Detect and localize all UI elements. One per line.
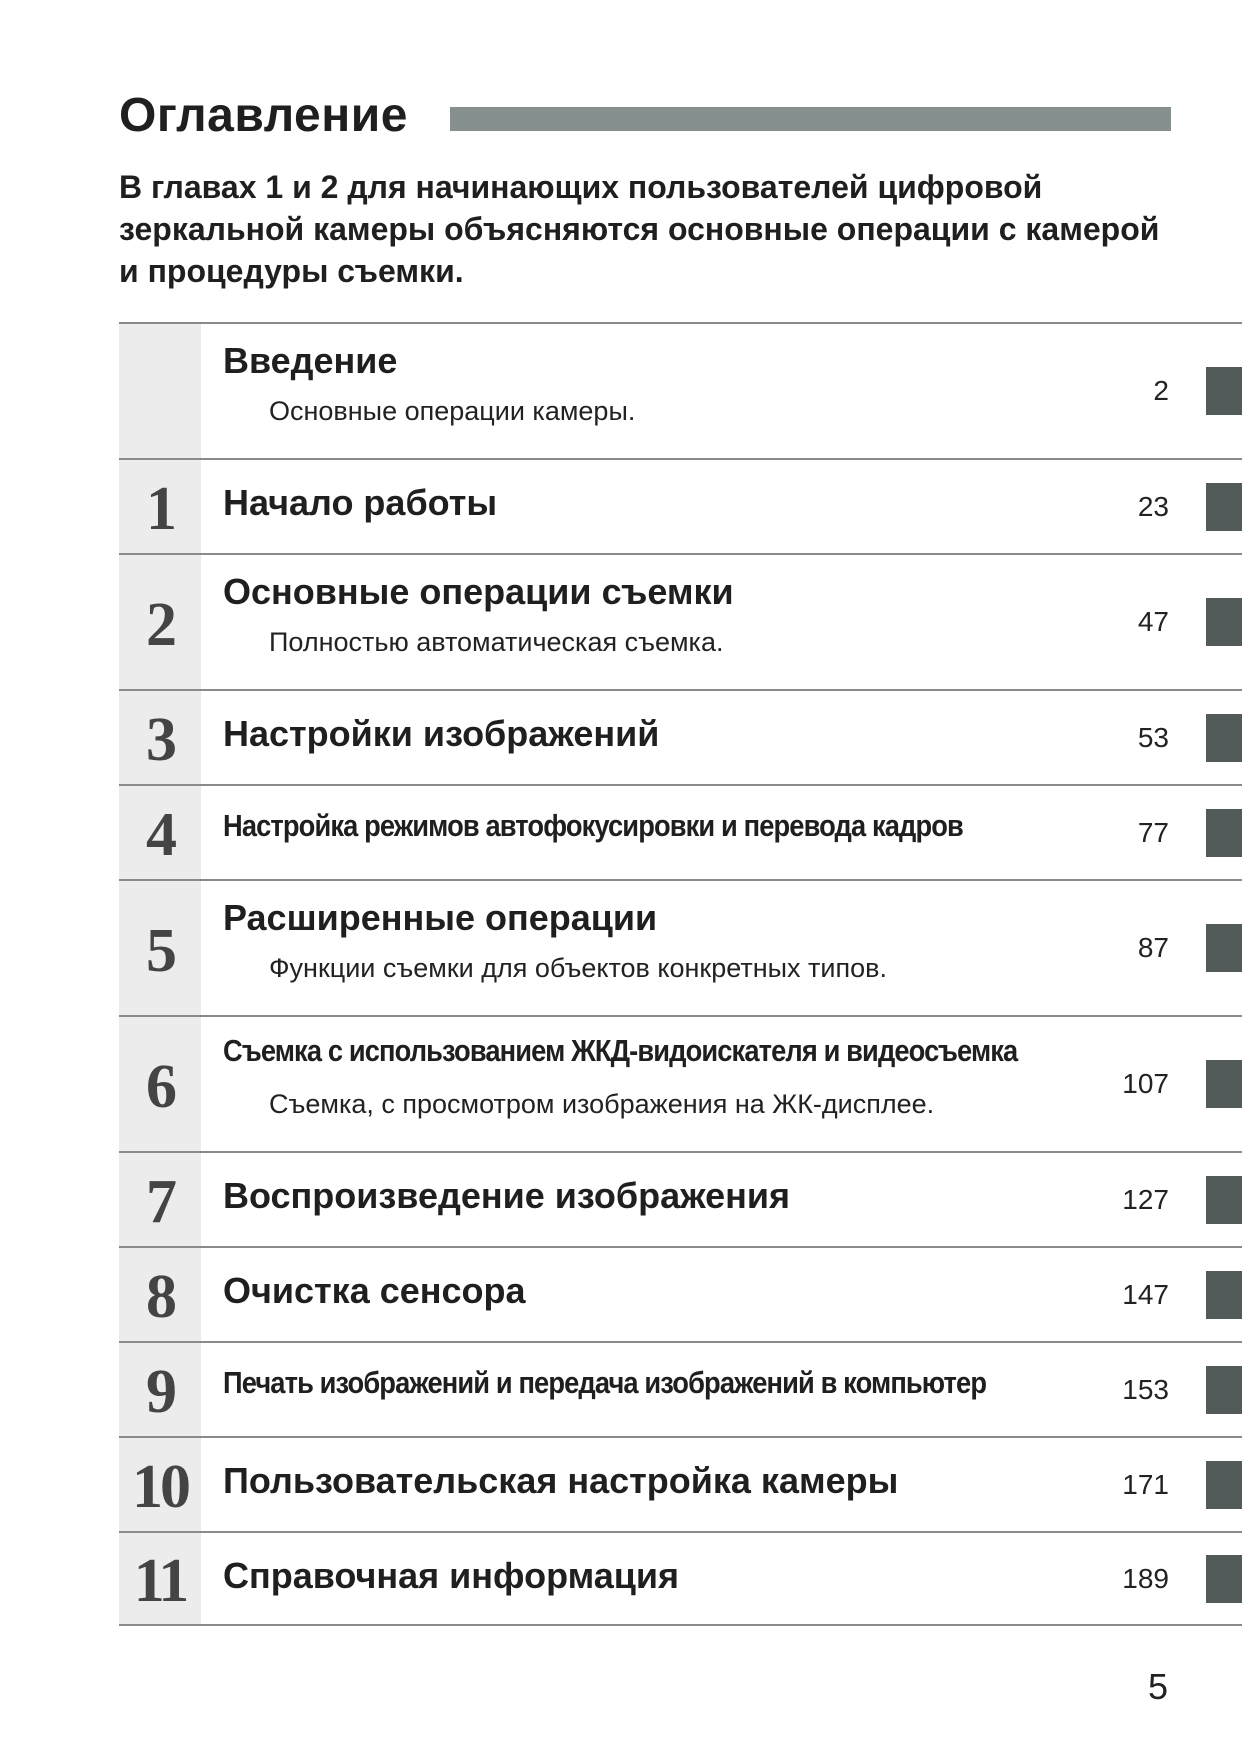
chapter-number-cell (119, 1533, 201, 1624)
chapter-number-cell (119, 1017, 201, 1151)
chapter-tab-marker (1206, 1271, 1242, 1319)
toc-row-4[interactable] (119, 784, 1242, 879)
toc-row-6[interactable] (119, 1015, 1242, 1151)
chapter-title[interactable]: Введение (223, 340, 398, 381)
chapter-number: 10 (132, 1453, 188, 1521)
chapter-tab-marker (1206, 483, 1242, 531)
chapter-number: 6 (146, 1052, 174, 1121)
toc-row-3[interactable] (119, 689, 1242, 784)
chapter-number-cell (119, 1248, 201, 1341)
toc-row-5[interactable] (119, 879, 1242, 1015)
chapter-number: 2 (146, 590, 174, 659)
page-number: 189 (1122, 1562, 1169, 1594)
chapter-number-cell (119, 555, 201, 689)
toc-row-7[interactable] (119, 1151, 1242, 1246)
page-number: 153 (1122, 1373, 1169, 1405)
chapter-number: 8 (146, 1263, 174, 1331)
toc-row-10[interactable] (119, 1436, 1242, 1531)
chapter-number: 1 (146, 475, 174, 543)
chapter-number: 11 (133, 1547, 187, 1615)
page-number: 127 (1122, 1183, 1169, 1215)
chapter-tab-marker (1206, 598, 1242, 646)
page-number: 107 (1122, 1068, 1169, 1099)
chapter-number-cell (119, 1343, 201, 1436)
toc-row-11[interactable] (119, 1531, 1242, 1626)
chapter-title[interactable]: Воспроизведение изображения (223, 1175, 791, 1216)
chapter-tab-marker (1206, 1060, 1242, 1108)
chapter-number: 7 (146, 1168, 174, 1236)
chapter-title[interactable]: Настройки изображений (223, 713, 660, 754)
page-number: 147 (1122, 1278, 1169, 1310)
page-number: 47 (1137, 606, 1169, 637)
page-number: 23 (1137, 490, 1169, 522)
chapter-number-cell (119, 460, 201, 553)
toc-row-2[interactable] (119, 553, 1242, 689)
chapter-tab-marker (1206, 924, 1242, 972)
page-number: 77 (1137, 816, 1169, 848)
chapter-title[interactable]: Настройка режимов автофокусировки и перевода кадров (223, 808, 963, 843)
chapter-tab-marker (1206, 1461, 1242, 1509)
chapter-number-cell (119, 881, 201, 1015)
chapter-title[interactable]: Пользовательская настройка камеры (223, 1460, 899, 1501)
footer-page-number: 5 (1148, 1666, 1169, 1707)
chapter-number-cell (119, 324, 201, 458)
chapter-subtitle: Съемка, с просмотром изображения на ЖК-дисплее. (269, 1089, 935, 1119)
chapter-title[interactable]: Основные операции съемки (223, 571, 734, 612)
chapter-number-cell (119, 691, 201, 784)
page-number: 87 (1137, 932, 1169, 963)
chapter-number-cell (119, 786, 201, 879)
toc-row-1[interactable] (119, 458, 1242, 553)
chapter-number: 9 (146, 1358, 174, 1426)
page-number: 2 (1153, 375, 1169, 406)
chapter-title[interactable]: Съемка с использованием ЖКД-видоискателя и видеосъемка (223, 1033, 1018, 1068)
toc-row-intro[interactable] (119, 322, 1242, 458)
chapter-tab-marker (1206, 1176, 1242, 1224)
chapter-number: 5 (146, 916, 174, 985)
chapter-title[interactable]: Печать изображений и передача изображений в компьютер (223, 1365, 987, 1400)
chapter-title[interactable]: Расширенные операции (223, 897, 658, 938)
toc-row-9[interactable] (119, 1341, 1242, 1436)
chapter-tab-marker (1206, 367, 1242, 415)
chapter-number-cell (119, 1153, 201, 1246)
page-number: 171 (1122, 1468, 1169, 1500)
chapter-number: 4 (146, 801, 174, 869)
chapter-tab-marker (1206, 1366, 1242, 1414)
chapter-tab-marker (1206, 714, 1242, 762)
page-title: Оглавление (119, 89, 408, 142)
chapter-subtitle: Основные операции камеры. (269, 396, 636, 426)
chapter-number: 3 (146, 706, 174, 774)
chapter-subtitle: Полностью автоматическая съемка. (269, 627, 724, 657)
chapter-tab-marker (1206, 1555, 1242, 1603)
chapter-title[interactable]: Справочная информация (223, 1555, 680, 1596)
toc-list (119, 322, 1242, 1626)
intro-text: В главах 1 и 2 для начинающих пользователей цифровой зеркальной камеры объясняются основные операции с камерой и процедуры съемки. (119, 169, 1160, 289)
title-decoration-bar (450, 107, 1171, 131)
chapter-title[interactable]: Очистка сенсора (223, 1270, 526, 1311)
chapter-tab-marker (1206, 809, 1242, 857)
toc-row-8[interactable] (119, 1246, 1242, 1341)
chapter-title[interactable]: Начало работы (223, 482, 498, 523)
page-number: 53 (1137, 721, 1169, 753)
chapter-subtitle: Функции съемки для объектов конкретных типов. (269, 953, 887, 983)
chapter-number-cell (119, 1438, 201, 1531)
